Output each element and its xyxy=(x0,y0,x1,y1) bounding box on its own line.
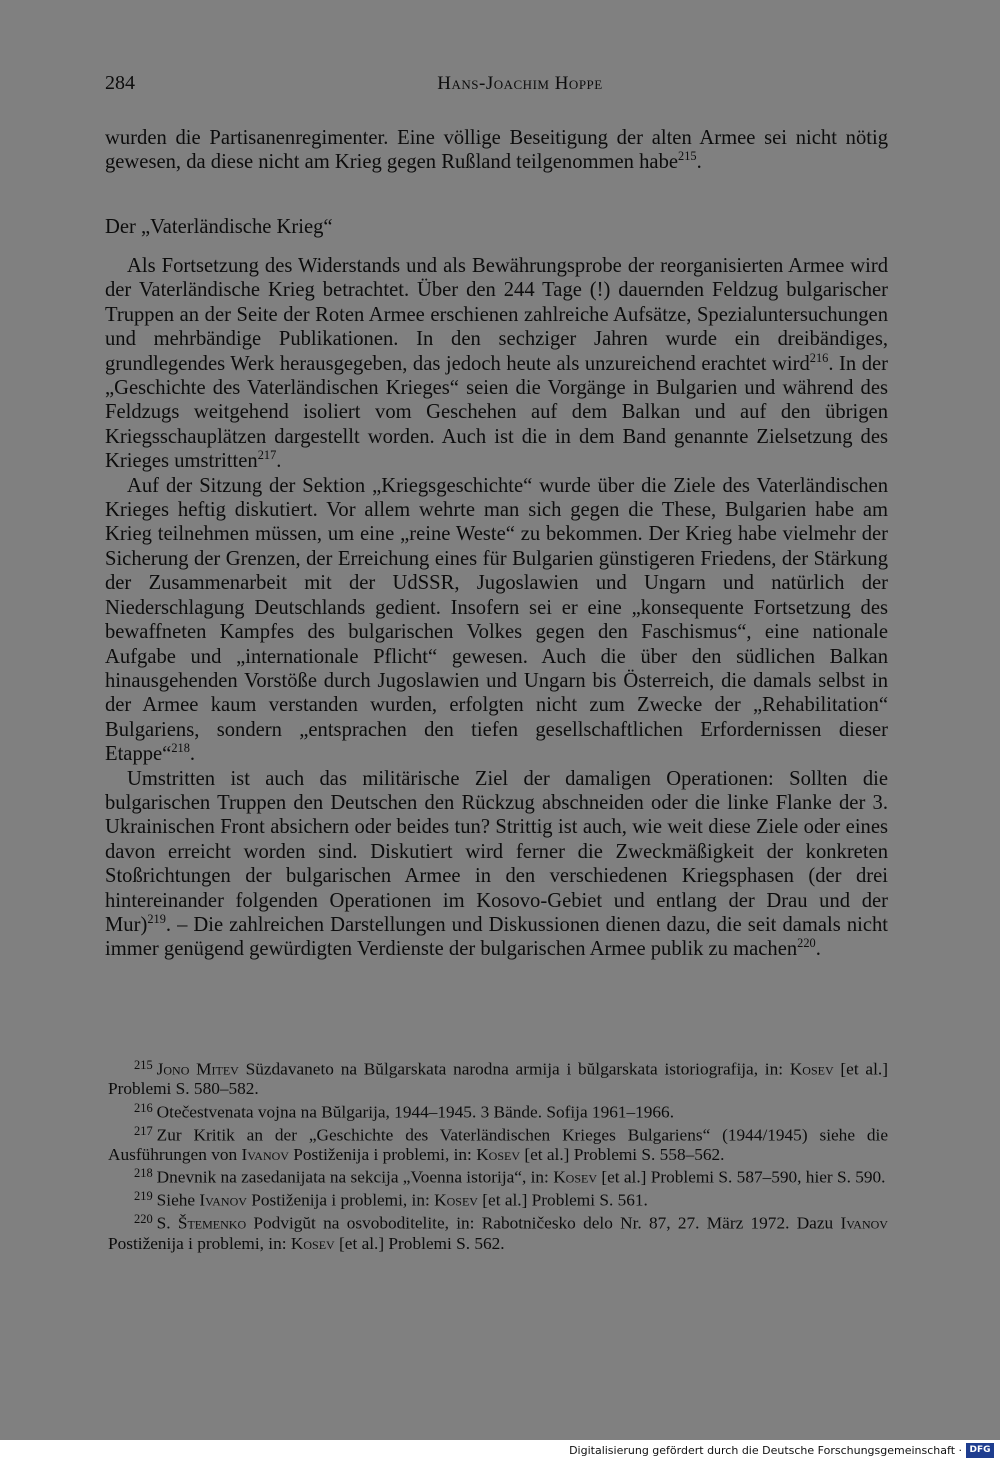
footnote-author: Kosev xyxy=(290,1233,335,1253)
paragraph xyxy=(105,474,888,767)
footnote xyxy=(108,1099,888,1122)
page-number: 284 xyxy=(105,72,135,94)
footnotes xyxy=(108,1056,888,1253)
footnote-ref[interactable]: 218 xyxy=(171,741,190,756)
paragraph xyxy=(105,254,888,474)
footnote-text: Süzdavaneto na Bŭlgarskata narodna armija i bŭlgarskata istoriografija, in: xyxy=(238,1059,790,1079)
footnote xyxy=(108,1187,888,1210)
paragraph-text: . – Die zahlreichen Darstellungen und Diskussionen dienen dazu, die seit damals nicht immer genügend gewürdigten Verdienste der bulgarischen Armee publik zu machen xyxy=(105,913,888,961)
footnote-number: 218 xyxy=(134,1166,153,1181)
footnote-text: Podvigŭt na osvoboditelite, in: Rabotničesko delo Nr. 87, 27. März 1972. Dazu xyxy=(246,1214,841,1234)
intro-text: wurden die Partisanenregimenter. Eine völlige Beseitigung der alten Armee sei nicht nötig gewesen, da diese nicht am Krieg gegen Rußland teilgenommen habe xyxy=(105,127,888,174)
footnote xyxy=(108,1210,888,1253)
footnote-text: Postiženija i problemi, in: xyxy=(108,1233,291,1253)
footnote-author: Kosev xyxy=(434,1190,478,1210)
footnote-author: Jono Mitev xyxy=(156,1059,239,1079)
paragraph-text: Als Fortsetzung des Widerstands und als Bewährungsprobe der reorganisierten Armee wird der Vaterländische Krieg betrachtet. Über den 244 Tage (!) dauernden Feldzug bulgarischer Truppen an der Seite der Roten Armee erschienen zahlreiche Aufsätze, Spezialuntersuchungen und mehrbändige Publikationen. In den sechziger Jahren wurde ein dreibändiges, grundlegendes Werk herausgegeben, das jedoch heute als unzureichend erachtet wird xyxy=(105,255,888,375)
footnote xyxy=(108,1122,888,1165)
footnote xyxy=(108,1164,888,1187)
intro-end: . xyxy=(696,151,702,174)
dfg-logo-icon[interactable]: DFG xyxy=(966,1443,994,1458)
footnote-text: [et al.] Problemi S. 587–590, hier S. 590. xyxy=(597,1167,886,1187)
footnote-ref[interactable]: 217 xyxy=(257,448,277,463)
footnote-number: 215 xyxy=(134,1058,153,1072)
paragraph-text: . xyxy=(276,450,282,473)
footnote-text: [et al.] Problemi S. 562. xyxy=(334,1233,505,1253)
paragraph-text: . xyxy=(815,938,821,961)
footnote-number: 216 xyxy=(134,1100,153,1115)
footnote-author: S. Štemenko xyxy=(156,1214,247,1234)
footnote-ref[interactable]: 216 xyxy=(809,350,829,365)
footnote xyxy=(108,1056,888,1099)
footnote-author: Kosev xyxy=(553,1167,598,1187)
paragraph-text: Auf der Sitzung der Sektion „Kriegsgeschichte“ wurde über die Ziele des Vaterländischen Krieges heftig diskutiert. Vor allem wehrte man sich gegen die These, Bulgarien habe am Krieg teilnehmen müssen, um eine „reine Weste“ zu bekommen. Der Krieg habe vielmehr der Sicherung der Grenzen, der Erreichung eines für Bulgarien günstigeren Friedens, der Stärkung der Zusammenarbeit mit der UdSSR, Jugoslawien und Ungarn und natürlich der Niederschlagung Deutschlands gedient. Insofern sei er eine „konsequente Fortsetzung des bewaffneten Kampfes des bulgarischen Volkes gegen den Faschismus“, eine nationale Aufgabe und „internationale Pflicht“ gewesen. Auch die über den südlichen Balkan hinausgehenden Vorstöße durch Jugoslawien und Ungarn bis Österreich, die damals selbst in der Armee kaum verstanden wurden, erfolgten nicht zum Zwecke der „Rehabilitation“ Bulgariens, sondern „entsprachen den tiefen gesellschaftlichen Erfordernissen dieser Etappe“ xyxy=(105,474,888,766)
footnote-number: 220 xyxy=(134,1212,153,1227)
footnote-author: Kosev xyxy=(789,1059,834,1079)
footnote-author: Ivanov xyxy=(840,1214,888,1234)
footnote-text: Zur Kritik an der „Geschichte des Vaterländischen Krieges Bulgariens“ (1944/1945) siehe die Ausführungen von xyxy=(108,1125,888,1164)
footnote-text: Dnevnik na zasedanijata na sekcija „Voenna istorija“, in: xyxy=(156,1167,554,1187)
footnote-text: Postiženija i problemi, in: xyxy=(288,1144,477,1164)
paragraph-text: . xyxy=(189,743,196,766)
running-head xyxy=(105,72,885,100)
digitization-credit: Digitalisierung gefördert durch die Deutsche Forschungsgemeinschaft · xyxy=(569,1444,962,1457)
paragraph-text: . In der „Geschichte des Vaterländischen Krieges“ seien die Vorgänge in Bulgarien und während des Feldzugs weitgehend isoliert vom Geschehen auf dem Balkan und auf den übrigen Kriegsschauplätzen dargestellt worden. Auch ist die in dem Band genannte Zielsetzung des Krieges umstritten xyxy=(105,352,888,473)
paragraph-text: Umstritten ist auch das militärische Ziel der damaligen Operationen: Sollten die bulgarischen Truppen den Deutschen den Rückzug abschneiden oder die linke Flanke der 3. Ukrainischen Front absichern oder beides tun? Strittig ist auch, wie weit diese Ziele oder eines davon erreicht worden sind. Diskutiert wird ferner die Zweckmäßigkeit der konkreten Stoßrichtungen der bulgarischen Armee in den verschiedenen Kriegsphasen (der drei hintereinander folgenden Operationen im Kosovo-Gebiet und entlang der Drau und der Mur) xyxy=(105,767,888,936)
intro-paragraph xyxy=(105,126,888,175)
footnote-author: Kosev xyxy=(476,1144,521,1164)
section-heading: Der „Vaterländische Krieg“ xyxy=(105,216,333,238)
footnote-number: 219 xyxy=(134,1189,153,1204)
running-head-author: Hans-Joachim Hoppe xyxy=(437,73,603,94)
footnote-ref[interactable]: 219 xyxy=(147,911,166,926)
footnote-author: Ivanov xyxy=(199,1190,247,1210)
footnote-number: 217 xyxy=(134,1123,153,1138)
footnote-text: Otečestvenata vojna na Bŭlgarija, 1944–1945. 3 Bände. Sofija 1961–1966. xyxy=(156,1102,675,1122)
footnote-ref[interactable]: 215 xyxy=(678,149,697,164)
footnote-text: [et al.] Problemi S. 558–562. xyxy=(520,1144,725,1164)
footnote-text: [et al.] Problemi S. 561. xyxy=(477,1190,648,1210)
footnote-text: Postiženija i problemi, in: xyxy=(246,1190,435,1210)
footer-bar xyxy=(0,1440,1000,1464)
footnote-ref[interactable]: 220 xyxy=(797,936,816,951)
footnote-text: [et al.] Problemi S. 580–582. xyxy=(108,1059,888,1099)
section-body xyxy=(105,254,888,962)
footnote-author: Ivanov xyxy=(241,1144,289,1164)
paragraph xyxy=(105,767,888,962)
footnote-text: Siehe xyxy=(156,1190,200,1210)
